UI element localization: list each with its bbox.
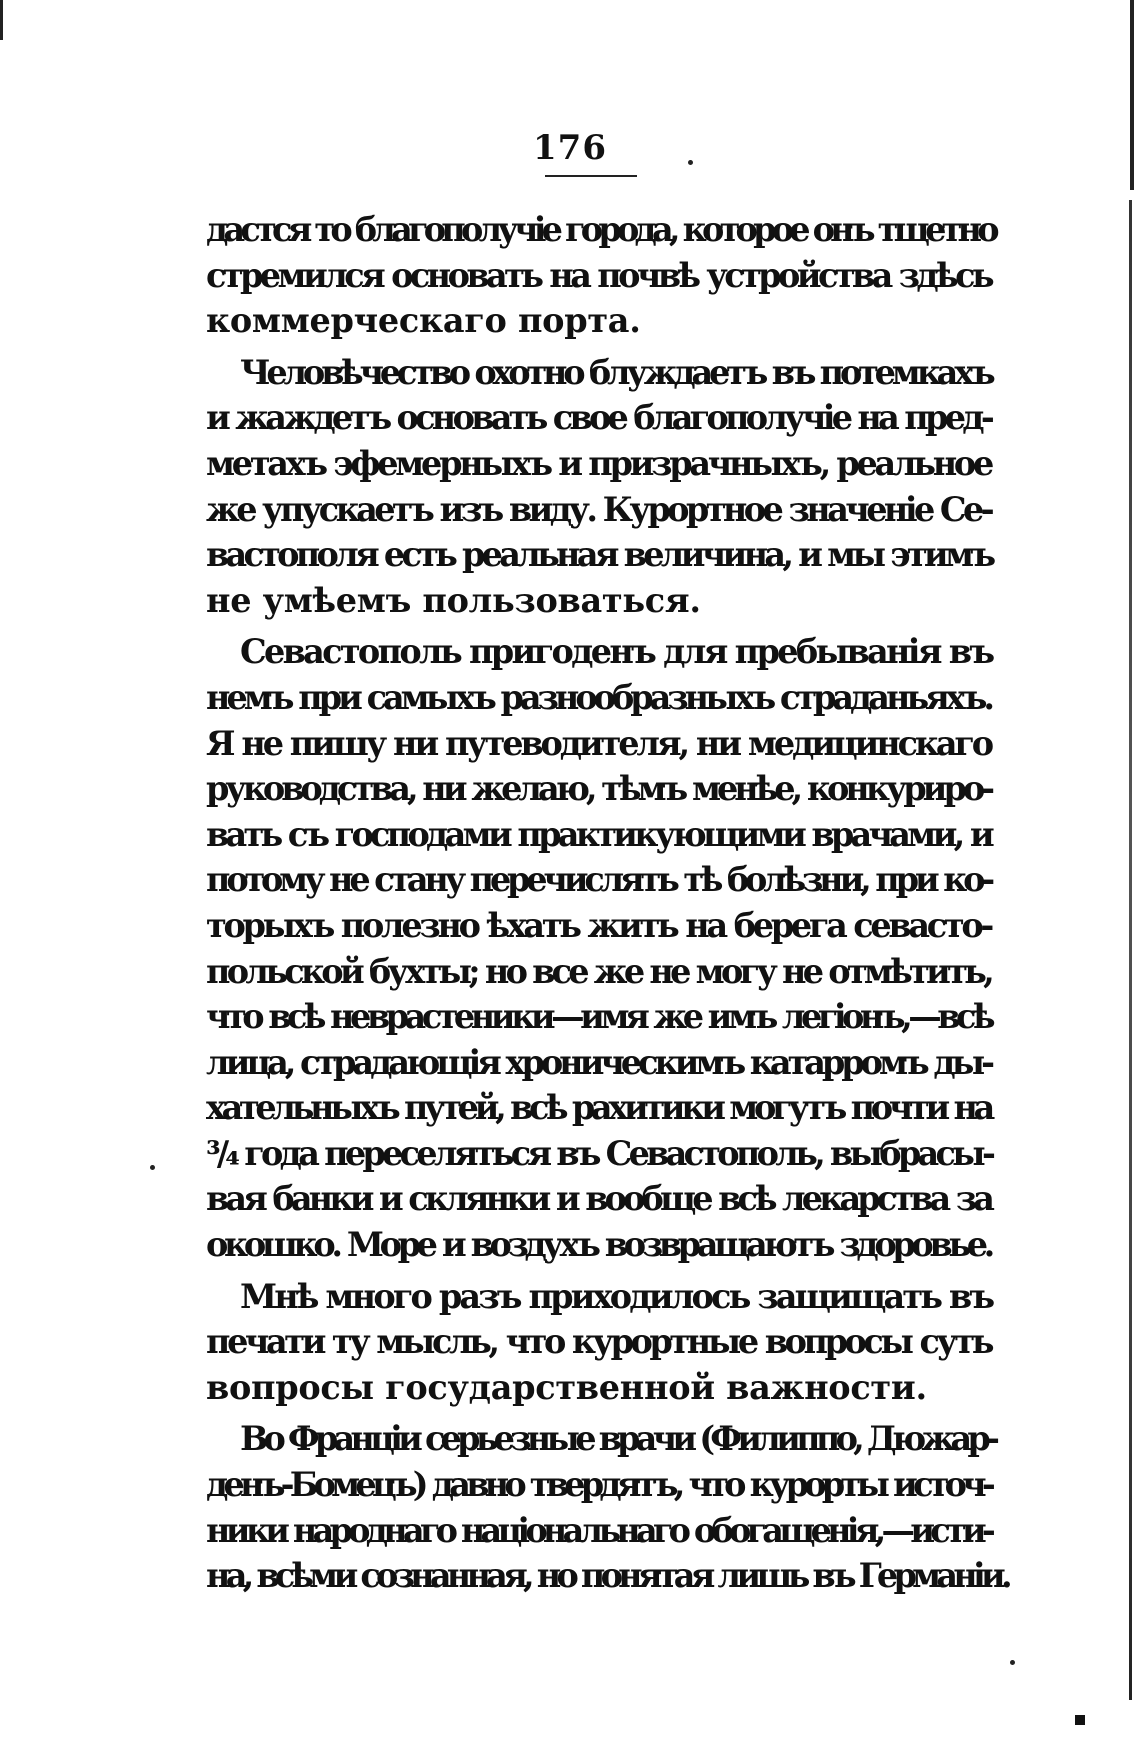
text-line: метахъ эфемерныхъ и призрачныхъ, реальное [206, 443, 991, 483]
text-line: печати ту мысль, что курортные вопросы суть [206, 1322, 991, 1362]
text-line: Мнѣ много разъ приходилось защищать въ [240, 1276, 993, 1316]
text-line: лица, страдающія хроническимъ катарромъ ды- [206, 1042, 991, 1082]
scan-mark [1075, 1715, 1085, 1725]
text-line: Во Франціи серьезные врачи (Филиппо, Дюжар- [240, 1419, 996, 1459]
text-line: польской бухты; но все же не могу не отмѣтить, [206, 951, 991, 991]
text-line: же упускаетъ изъ виду. Курортное значеніе Се- [206, 489, 991, 529]
text-line: ³/₄ года переселяться въ Севастополь, выбрасы- [206, 1133, 993, 1173]
scan-speck [1010, 1660, 1015, 1665]
text-line: Севастополь пригоденъ для пребыванія въ [240, 632, 993, 672]
scan-edge-left [0, 0, 3, 40]
page-number: 176 [533, 128, 607, 168]
text-line: коммерческаго порта. [206, 301, 641, 341]
text-line: окошко. Море и воздухъ возвращаютъ здоровье. [206, 1225, 991, 1265]
text-line: ники народнаго національнаго обогащенія,—исти- [206, 1510, 991, 1550]
text-line: потому не стану перечислять тѣ болѣзни, при ко- [206, 860, 991, 900]
text-line: дастся то благополучіе города, которое онъ тщетно [206, 210, 995, 249]
text-line: немъ при самыхъ разнообразныхъ страданьяхъ. [206, 677, 991, 717]
text-line: на, всѣми сознанная, но понятая лишь въ Германіи. [206, 1556, 1008, 1596]
body-text [206, 207, 1008, 1599]
text-line: и жаждетъ основать свое благополучіе на пред- [206, 398, 991, 438]
text-line: вопросы государственной важности. [206, 1367, 927, 1407]
page-number-rule [545, 175, 637, 177]
text-line: вастополя есть реальная величина, и мы этимъ [206, 535, 993, 575]
text-line: вать съ господами практикующими врачами, и [206, 814, 991, 854]
text-line: что всѣ неврастеники—имя же имъ легіонъ,—всѣ [206, 997, 991, 1037]
scan-speck [150, 1165, 155, 1170]
text-line: денъ-Бомецъ) давно твердятъ, что курорты источ- [206, 1465, 991, 1505]
text-line: не умѣемъ пользоваться. [206, 580, 701, 620]
scan-edge-right [1129, 200, 1132, 1700]
text-line: стремился основать на почвѣ устройства здѣсь [206, 255, 991, 295]
text-line: хательныхъ путей, всѣ рахитики могутъ почти на [206, 1088, 991, 1128]
text-line: вая банки и склянки и вообще всѣ лекарства за [206, 1179, 991, 1219]
text-line: торыхъ полезно ѣхать жить на берега севасто- [206, 905, 991, 945]
text-line: Человѣчество охотно блуждаетъ въ потемкахъ [240, 352, 992, 392]
text-line: Я не пишу ни путеводителя, ни медицинскаго [206, 723, 991, 763]
text-line: руководства, ни желаю, тѣмъ менѣе, конкуриро- [206, 769, 991, 809]
